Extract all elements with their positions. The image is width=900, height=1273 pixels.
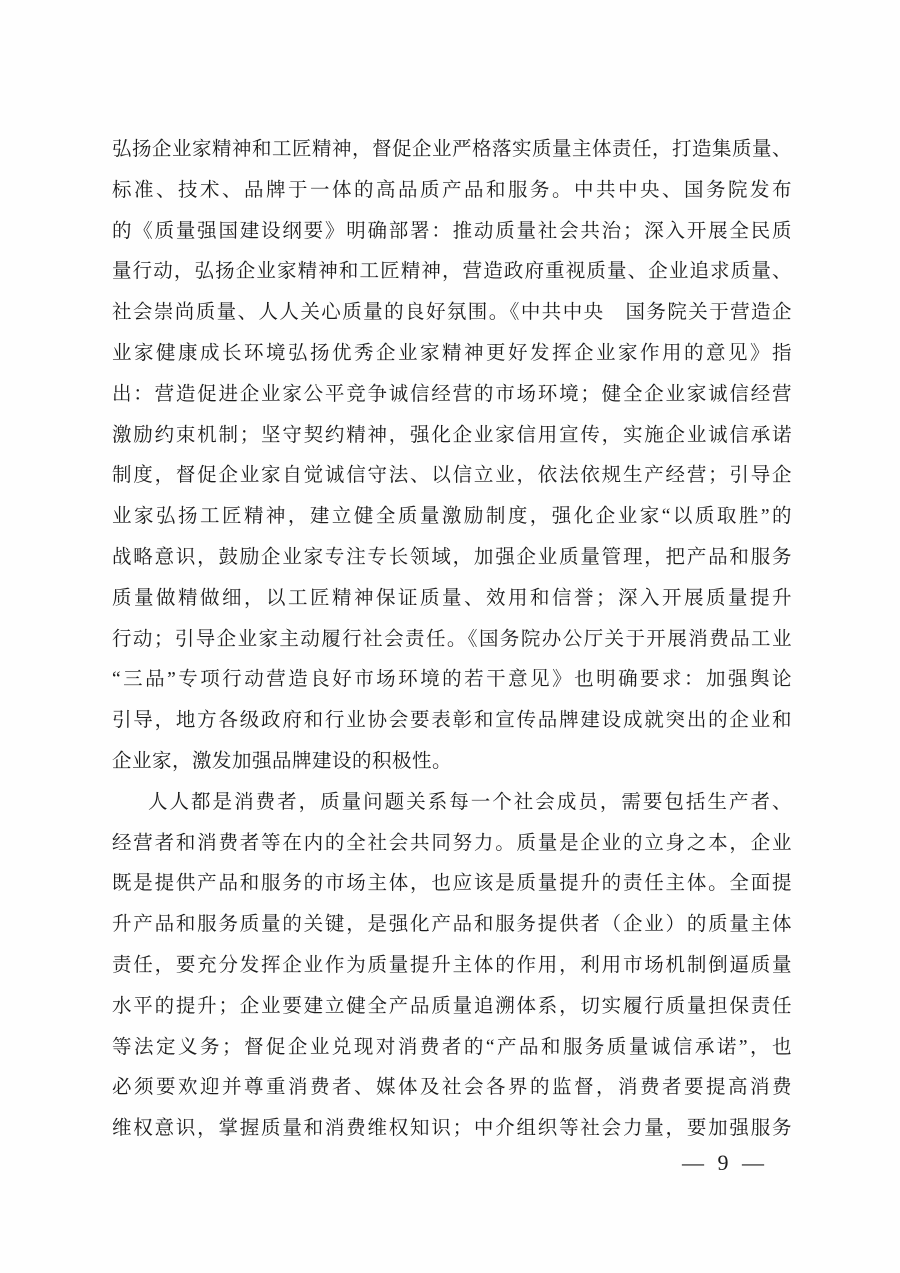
text-line: 引导，地方各级政府和行业协会要表彰和宣传品牌建设成就突出的企业和	[112, 710, 792, 732]
text-line: 升产品和服务质量的关键，是强化产品和服务提供者（企业）的质量主体	[112, 914, 792, 936]
text-line: 出：营造促进企业家公平竞争诚信经营的市场环境；健全企业家诚信经营	[112, 383, 792, 405]
text-line: 人人都是消费者，质量问题关系每一个社会成员，需要包括生产者、	[148, 791, 792, 813]
text-line: 等法定义务；督促企业兑现对消费者的“产品和服务质量诚信承诺”，也	[112, 1036, 792, 1058]
text-line: 量行动，弘扬企业家精神和工匠精神，营造政府重视质量、企业追求质量、	[112, 261, 792, 283]
text-line: 水平的提升；企业要建立健全产品质量追溯体系，切实履行质量担保责任	[112, 995, 792, 1017]
text-line: 业家健康成长环境弘扬优秀企业家精神更好发挥企业家作用的意见》指	[112, 342, 792, 364]
document-body	[112, 130, 792, 1150]
text-line: 责任，要充分发挥企业作为质量提升主体的作用，利用市场机制倒逼质量	[112, 954, 792, 976]
text-line: 标准、技术、品牌于一体的高品质产品和服务。中共中央、国务院发布	[112, 179, 792, 201]
text-line: 既是提供产品和服务的市场主体，也应该是质量提升的责任主体。全面提	[112, 873, 792, 895]
text-line: 社会崇尚质量、人人关心质量的良好氛围。《中共中央 国务院关于营造企	[112, 302, 792, 324]
text-line: 弘扬企业家精神和工匠精神，督促企业严格落实质量主体责任，打造集质量、	[112, 139, 793, 160]
text-line: 业家弘扬工匠精神，建立健全质量激励制度，强化企业家“以质取胜”的	[112, 506, 792, 528]
text-line: 经营者和消费者等在内的全社会共同努力。质量是企业的立身之本，企业	[112, 832, 792, 854]
text-line: 的《质量强国建设纲要》明确部署：推动质量社会共治；深入开展全民质	[112, 220, 792, 242]
text-line: 激励约束机制；坚守契约精神，强化企业家信用宣传，实施企业诚信承诺	[112, 424, 792, 446]
text-line: “三品”专项行动营造良好市场环境的若干意见》也明确要求：加强舆论	[112, 669, 792, 691]
text-line: 质量做精做细，以工匠精神保证质量、效用和信誉；深入开展质量提升	[112, 587, 792, 609]
text-line: 战略意识，鼓励企业家专注专长领域，加强企业质量管理，把产品和服务	[112, 546, 792, 568]
text-line: 必须要欢迎并尊重消费者、媒体及社会各界的监督，消费者要提高消费	[112, 1077, 792, 1099]
page-number: — 9 —	[682, 1150, 768, 1175]
text-line: 维权意识，掌握质量和消费维权知识；中介组织等社会力量，要加强服务	[112, 1118, 792, 1140]
text-line: 制度，督促企业家自觉诚信守法、以信立业，依法依规生产经营；引导企	[112, 465, 792, 487]
text-line: 行动；引导企业家主动履行社会责任。《国务院办公厅关于开展消费品工业	[112, 628, 792, 650]
text-line: 企业家，激发加强品牌建设的积极性。	[112, 750, 453, 772]
